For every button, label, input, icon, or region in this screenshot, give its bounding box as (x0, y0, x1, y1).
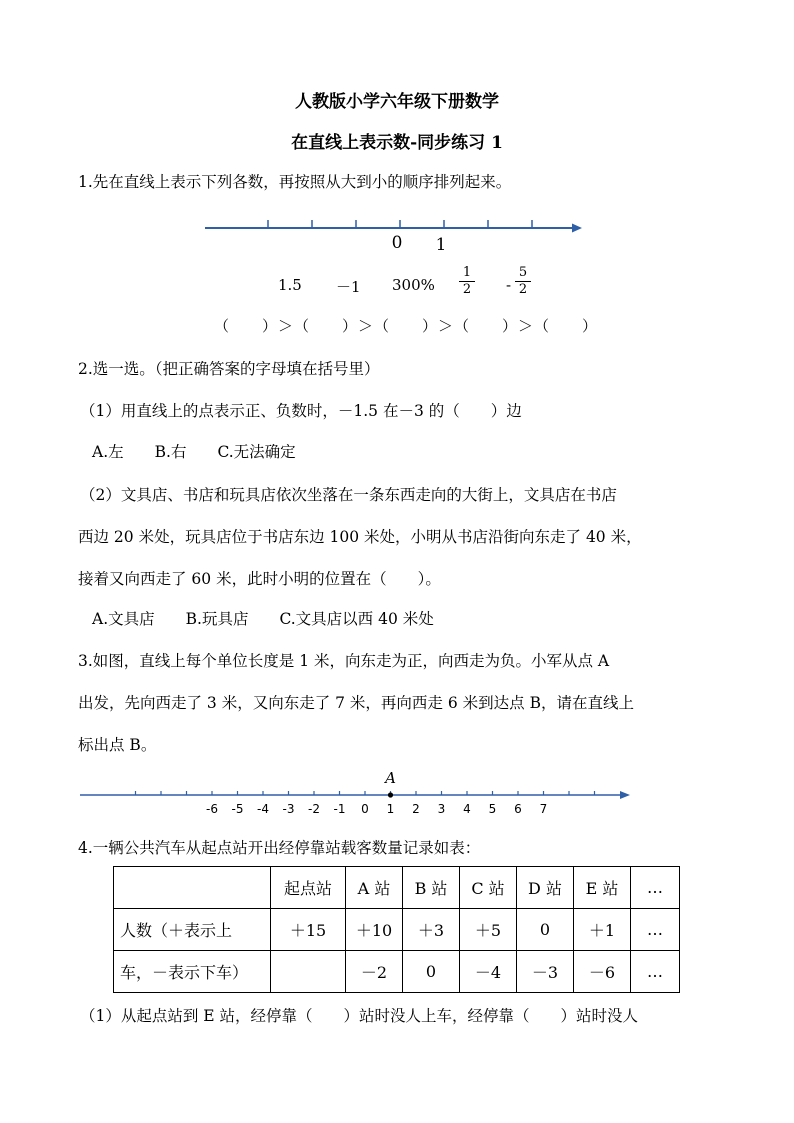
q1-number-3: 300% (392, 276, 435, 294)
page-subtitle: 在直线上表示数-同步练习 1 (291, 133, 503, 153)
q3-tick-label: 6 (514, 802, 522, 816)
q1-axis-label-0: 0 (391, 233, 403, 253)
fraction-denominator: 2 (462, 282, 472, 297)
q3-tick-label: 3 (437, 802, 446, 816)
q2-sub2-line1: （2）文具店、书店和玩具店依次坐落在一条东西走向的大街上，文具店在书店 (80, 486, 617, 504)
q3-point-a-label: A (385, 769, 396, 787)
q4-prompt: 4.一辆公共汽车从起点站开出经停靠站载客数量记录如表： (78, 839, 481, 857)
passenger-table (113, 866, 680, 993)
table-cell: E 站 (574, 867, 631, 909)
q3-tick-label: -2 (308, 802, 320, 816)
q3-tick-label: 7 (539, 802, 548, 816)
fraction-numerator: 1 (462, 265, 472, 280)
q2-sub2-options: A.文具店 B.玩具店 C.文具店以西 40 米处 (92, 610, 434, 628)
table-row (114, 909, 680, 951)
q2-sub1: （1）用直线上的点表示正、负数时，－1.5 在－3 的（ ）边 (80, 402, 522, 420)
q1-prompt: 1.先在直线上表示下列各数，再按照从大到小的顺序排列起来。 (78, 173, 512, 191)
table-row-label: 人数（＋表示上 (114, 909, 271, 951)
q1-fraction-half (459, 266, 475, 297)
q2-sub2-line3: 接着又向西走了 60 米，此时小明的位置在（ ）。 (78, 570, 441, 588)
table-cell: ＋3 (403, 909, 460, 951)
q1-fraction-sign: - (506, 276, 512, 294)
table-cell: … (631, 867, 680, 909)
q3-tick-label: -5 (231, 802, 244, 816)
q1-axis-label-1: 1 (435, 235, 447, 255)
q3-tick-label: -6 (206, 802, 218, 816)
q3-tick-label: -1 (333, 802, 346, 816)
q2-sub1-options: A.左 B.右 C.无法确定 (92, 443, 296, 461)
table-cell: 0 (403, 951, 460, 993)
table-cell: C 站 (460, 867, 517, 909)
q1-number-1: 1.5 (278, 276, 302, 294)
table-cell: ＋15 (271, 909, 346, 951)
q1-order-blanks[interactable]: （ ）＞（ ）＞（ ）＞（ ）＞（ ） (214, 317, 599, 335)
table-cell: －3 (517, 951, 574, 993)
q3-axis-arrow (620, 791, 630, 799)
table-cell: A 站 (346, 867, 403, 909)
q1-fraction-five-halves (515, 266, 531, 297)
table-cell: B 站 (403, 867, 460, 909)
table-cell: … (631, 909, 680, 951)
table-cell: ＋5 (460, 909, 517, 951)
q3-tick-label: 4 (463, 802, 471, 816)
table-row (114, 867, 680, 909)
table-cell: ＋1 (574, 909, 631, 951)
table-cell: －6 (574, 951, 631, 993)
q3-tick-labels (206, 802, 547, 816)
q3-number-line (0, 765, 794, 825)
table-cell: －4 (460, 951, 517, 993)
table-cell: ＋10 (346, 909, 403, 951)
table-row (114, 951, 680, 993)
q2-sub2-line2: 西边 20 米处，玩具店位于书店东边 100 米处，小明从书店沿街向东走了 40 米， (78, 528, 642, 546)
q1-number-line (0, 210, 794, 270)
q3-line1: 3.如图，直线上每个单位长度是 1 米，向东走为正，向西走为负。小军从点 A (78, 652, 610, 670)
q3-tick-label: 5 (488, 802, 497, 816)
q4-sub1: （1）从起点站到 E 站，经停靠（ ）站时没人上车，经停靠（ ）站时没人 (80, 1007, 639, 1025)
q1-number-2: －1 (336, 278, 361, 296)
q2-prompt: 2.选一选。（把正确答案的字母填在括号里） (78, 360, 380, 378)
table-cell: －2 (346, 951, 403, 993)
table-cell (114, 867, 271, 909)
q3-line2: 出发，先向西走了 3 米，又向东走了 7 米，再向西走 6 米到达点 B，请在直线上 (78, 694, 634, 712)
q3-tick-label: 1 (386, 802, 395, 816)
fraction-denominator: 2 (518, 282, 528, 297)
page-title: 人教版小学六年级下册数学 (295, 92, 499, 112)
table-cell: 起点站 (271, 867, 346, 909)
q3-point-a-marker (388, 792, 393, 797)
table-cell: D 站 (517, 867, 574, 909)
q3-line3: 标出点 B。 (78, 736, 157, 754)
table-cell: 0 (517, 909, 574, 951)
q3-tick-label: 0 (361, 802, 369, 816)
q3-tick-label: -3 (282, 802, 295, 816)
table-row-label: 车，－表示下车） (114, 951, 271, 993)
q3-tick-label: 2 (412, 802, 420, 816)
q3-tick-label: -4 (257, 802, 269, 816)
fraction-numerator: 5 (518, 265, 528, 280)
table-cell (271, 951, 346, 993)
table-cell: … (631, 951, 680, 993)
q1-axis-arrow (572, 224, 582, 233)
